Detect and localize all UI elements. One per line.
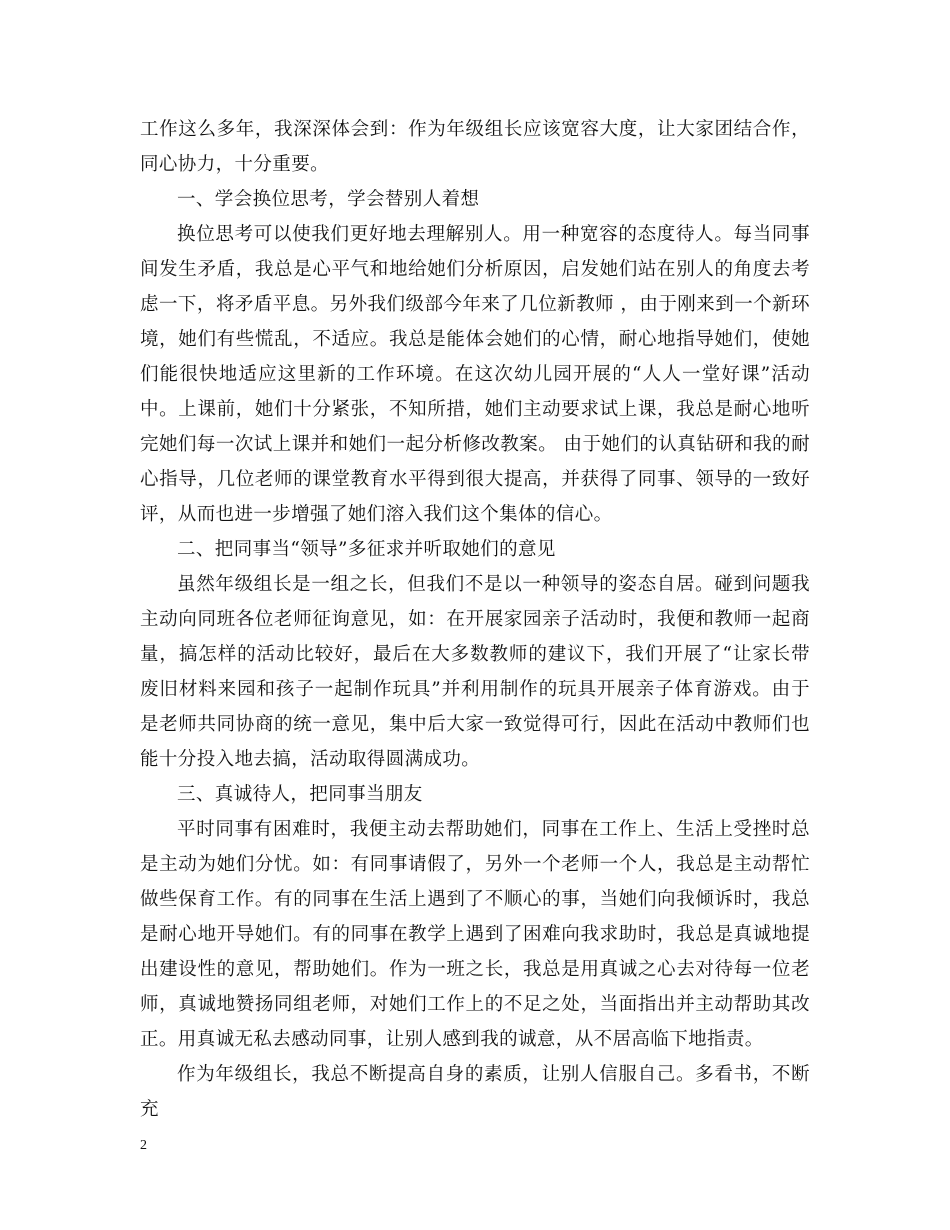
page-content — [140, 112, 810, 1127]
paragraph-body: 虽然年级组长是一组之长，但我们不是以一种领导的姿态自居。碰到问题我主动向同班各位老师征询意见，如：在开展家园亲子活动时，我便和教师一起商量，搞怎样的活动比较好，最后在大多数教师的建议下，我们开展了“让家长带废旧材料来园和孩子一起制作玩具”并利用制作的玩具开展亲子体育游戏。由于是老师共同协商的统一意见，集中后大家一致觉得可行，因此在活动中教师们也能十分投入地去搞，活动取得圆满成功。 — [140, 574, 810, 770]
paragraph-continuation: 工作这么多年，我深深体会到：作为年级组长应该宽容大度，让大家团结合作，同心协力，十分重要。 — [140, 119, 810, 175]
paragraph-body: 平时同事有困难时，我便主动去帮助她们，同事在工作上、生活上受挫时总是主动为她们分忧。如：有同事请假了，另外一个老师一个人，我总是主动帮忙做些保育工作。有的同事在生活上遇到了不顺心的事，当她们向我倾诉时，我总是耐心地开导她们。有的同事在教学上遇到了困难向我求助时，我总是真诚地提出建设性的意见，帮助她们。作为一班之长，我总是用真诚之心去对待每一位老师，真诚地赞扬同组老师，对她们工作上的不足之处，当面指出并主动帮助其改正。用真诚无私去感动同事，让别人感到我的诚意，从不居高临下地指责。 — [140, 819, 810, 1050]
paragraph-body: 作为年级组长，我总不断提高自身的素质，让别人信服自己。多看书，不断充 — [140, 1064, 810, 1120]
page-number: 2 — [140, 1138, 147, 1153]
paragraph-body: 换位思考可以使我们更好地去理解别人。用一种宽容的态度待人。每当同事间发生矛盾，我总是心平气和地给她们分析原因，启发她们站在别人的角度去考虑一下，将矛盾平息。另外我们级部今年来了几位新教师 ，由于刚来到一个新环境，她们有些慌乱，不适应。我总是能体会她们的心情，耐心地指导她们，使她们能很快地适应这里新的工作环境。在这次幼儿园开展的“人人一堂好课”活动中。上课前，她们十分紧张，不知所措，她们主动要求试上课，我总是耐心地听完她们每一次试上课并和她们一起分析修改教案。 由于她们的认真钻研和我的耐心指导，几位老师的课堂教育水平得到很大提高，并获得了同事、领导的一致好评，从而也进一步增强了她们溶入我们这个集体的信心。 — [140, 224, 810, 525]
section-heading-2: 二、把同事当“领导”多征求并听取她们的意见 — [177, 539, 556, 560]
section-heading-1: 一、学会换位思考，学会替别人着想 — [177, 189, 480, 210]
section-heading-3: 三、真诚待人，把同事当朋友 — [177, 784, 423, 805]
